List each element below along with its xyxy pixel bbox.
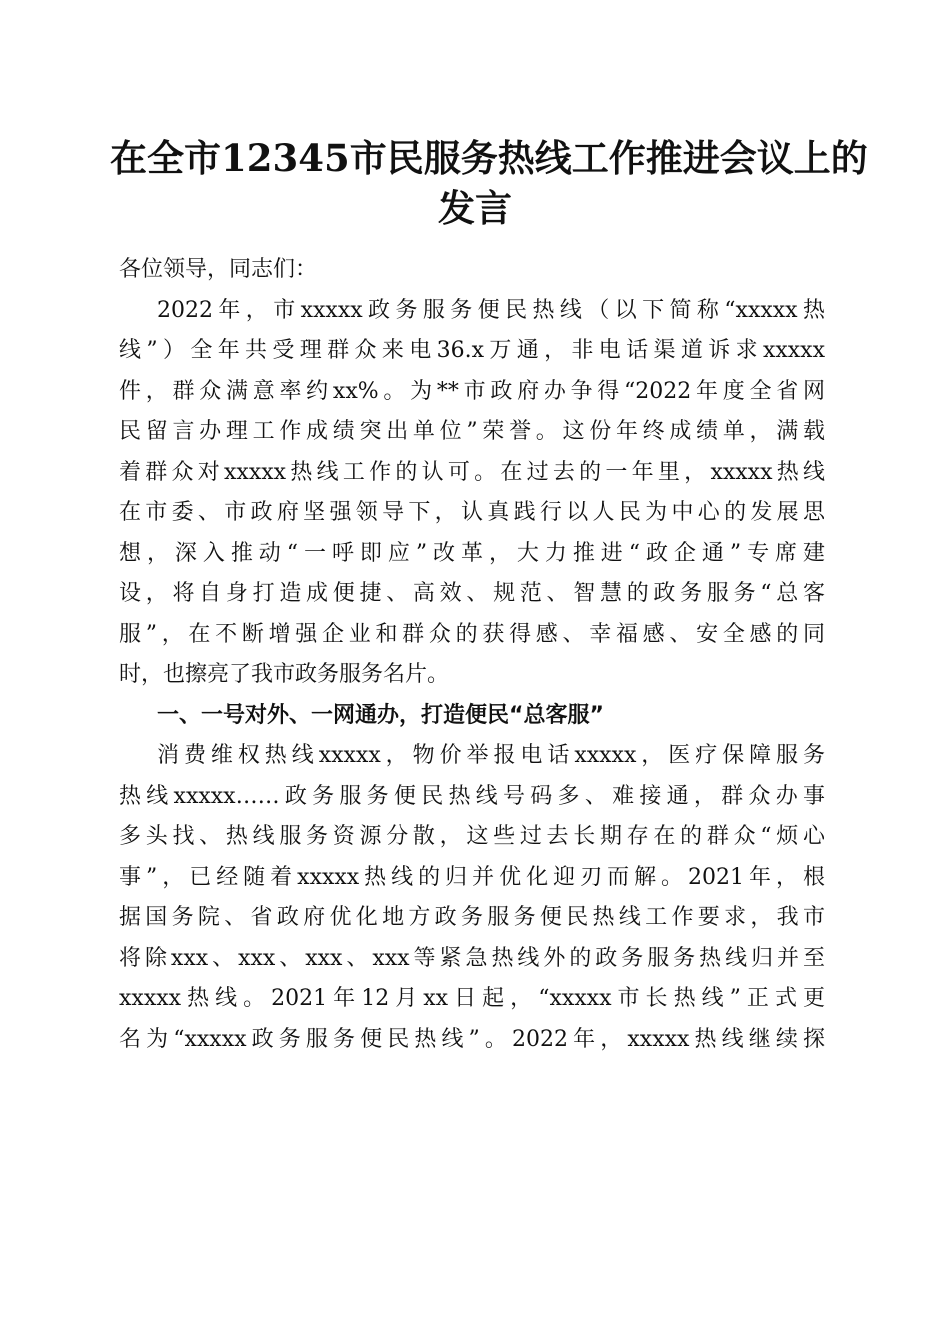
paragraph-line: 想，深入推动“一呼即应”改革，大力推进“政企通”专席建: [119, 540, 825, 566]
paragraph-line: 民留言办理工作成绩突出单位”荣誉。这份年终成绩单，满载: [119, 419, 825, 444]
salutation: 各位领导，同志们：: [119, 257, 318, 282]
paragraph-line: 2022年，市xxxxx政务服务便民热线（以下简称“xxxxx热: [157, 297, 825, 323]
paragraph-line: 时，也擦亮了我市政务服务名片。: [119, 662, 450, 687]
paragraph-line: 热线xxxxx……政务服务便民热线号码多、难接通，群众办事: [119, 783, 825, 809]
paragraph-line: xxxxx热线。2021年12月xx日起，“xxxxx市长热线”正式更: [119, 986, 825, 1011]
paragraph-line: 名为“xxxxx政务服务便民热线”。2022年，xxxxx热线继续探: [119, 1026, 825, 1052]
document-body: [119, 250, 825, 1060]
paragraph-line: 线”）全年共受理群众来电36.x万通，非电话渠道诉求xxxxx: [119, 338, 825, 363]
paragraph-line: 在市委、市政府坚强领导下，认真践行以人民为中心的发展思: [119, 500, 825, 525]
paragraph-line: 服”，在不断增强企业和群众的获得感、幸福感、安全感的同: [119, 621, 825, 647]
section-heading: 一、一号对外、一网通办，打造便民“总客服”: [157, 702, 604, 728]
paragraph-1: [119, 291, 825, 696]
paragraph-2: [119, 736, 825, 1060]
paragraph-line: 件，群众满意率约xx%。为**市政府办争得“2022年度全省网: [119, 378, 825, 404]
paragraph-line: 将除xxx、xxx、xxx、xxx等紧急热线外的政务服务热线归并至: [119, 945, 825, 971]
paragraph-line: 据国务院、省政府优化地方政务服务便民热线工作要求，我市: [119, 905, 825, 930]
document-title-line-1: 在全市12345市民服务热线工作推进会议上的: [110, 136, 868, 180]
document-title-line-2: 发言: [438, 186, 512, 230]
paragraph-line: 事”，已经随着xxxxx热线的归并优化迎刃而解。2021年，根: [119, 864, 825, 890]
paragraph-line: 多头找、热线服务资源分散，这些过去长期存在的群众“烦心: [119, 824, 825, 849]
paragraph-line: 消费维权热线xxxxx，物价举报电话xxxxx，医疗保障服务: [157, 743, 825, 768]
paragraph-line: 着群众对xxxxx热线工作的认可。在过去的一年里，xxxxx热线: [119, 459, 825, 485]
paragraph-line: 设，将自身打造成便捷、高效、规范、智慧的政务服务“总客: [119, 581, 825, 606]
